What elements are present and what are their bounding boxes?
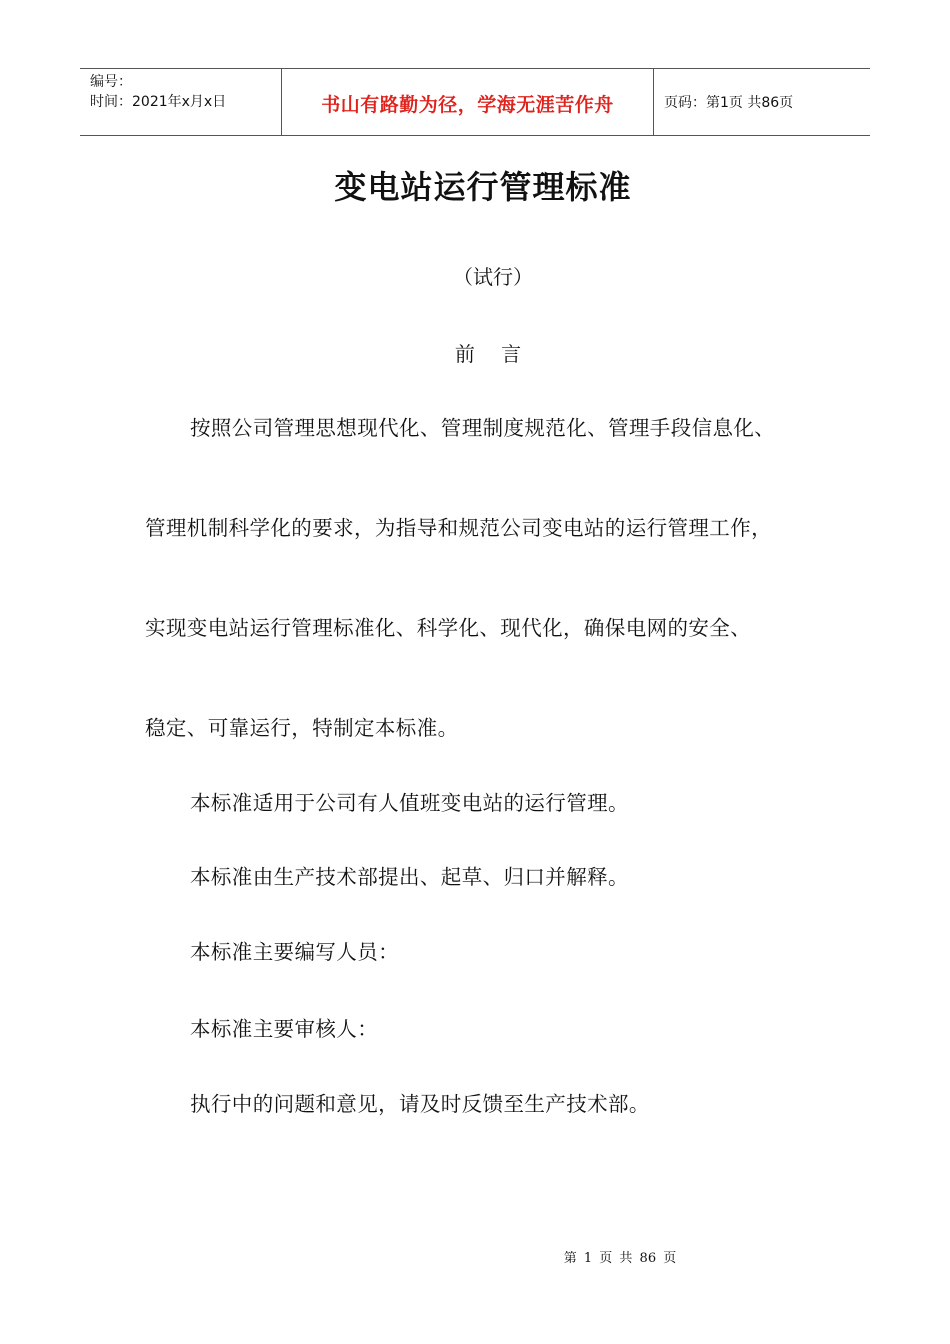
statement-authors: 本标准主要编写人员：	[190, 940, 399, 964]
header-page-info: 页码：第1页 共86页	[664, 95, 794, 111]
document-date-label: 时间：2021年x月x日	[90, 94, 227, 110]
paragraph-line: 按照公司管理思想现代化、管理制度规范化、管理手段信息化、	[190, 416, 776, 440]
document-number-label: 编号：	[90, 74, 132, 90]
paragraph-line: 管理机制科学化的要求，为指导和规范公司变电站的运行管理工作，	[145, 516, 772, 540]
statement-reviewers: 本标准主要审核人：	[190, 1017, 379, 1041]
statement-scope: 本标准适用于公司有人值班变电站的运行管理。	[190, 791, 629, 815]
header-motto: 书山有路勤为径，学海无涯苦作舟	[321, 93, 614, 116]
document-subtitle: （试行）	[453, 265, 533, 289]
header-motto-cell	[281, 69, 654, 135]
header-page-cell	[654, 69, 870, 135]
header-meta-cell	[80, 69, 281, 135]
page-header	[80, 68, 870, 136]
statement-proposer: 本标准由生产技术部提出、起草、归口并解释。	[190, 865, 629, 889]
statement-feedback: 执行中的问题和意见，请及时反馈至生产技术部。	[190, 1092, 650, 1116]
paragraph-line: 实现变电站运行管理标准化、科学化、现代化，确保电网的安全、	[145, 616, 752, 640]
document-title: 变电站运行管理标准	[334, 168, 632, 206]
paragraph-line: 稳定、可靠运行，特制定本标准。	[145, 716, 459, 740]
preface-heading: 前 言	[454, 342, 532, 366]
page-footer: 第 1 页 共 86 页	[563, 1251, 677, 1266]
